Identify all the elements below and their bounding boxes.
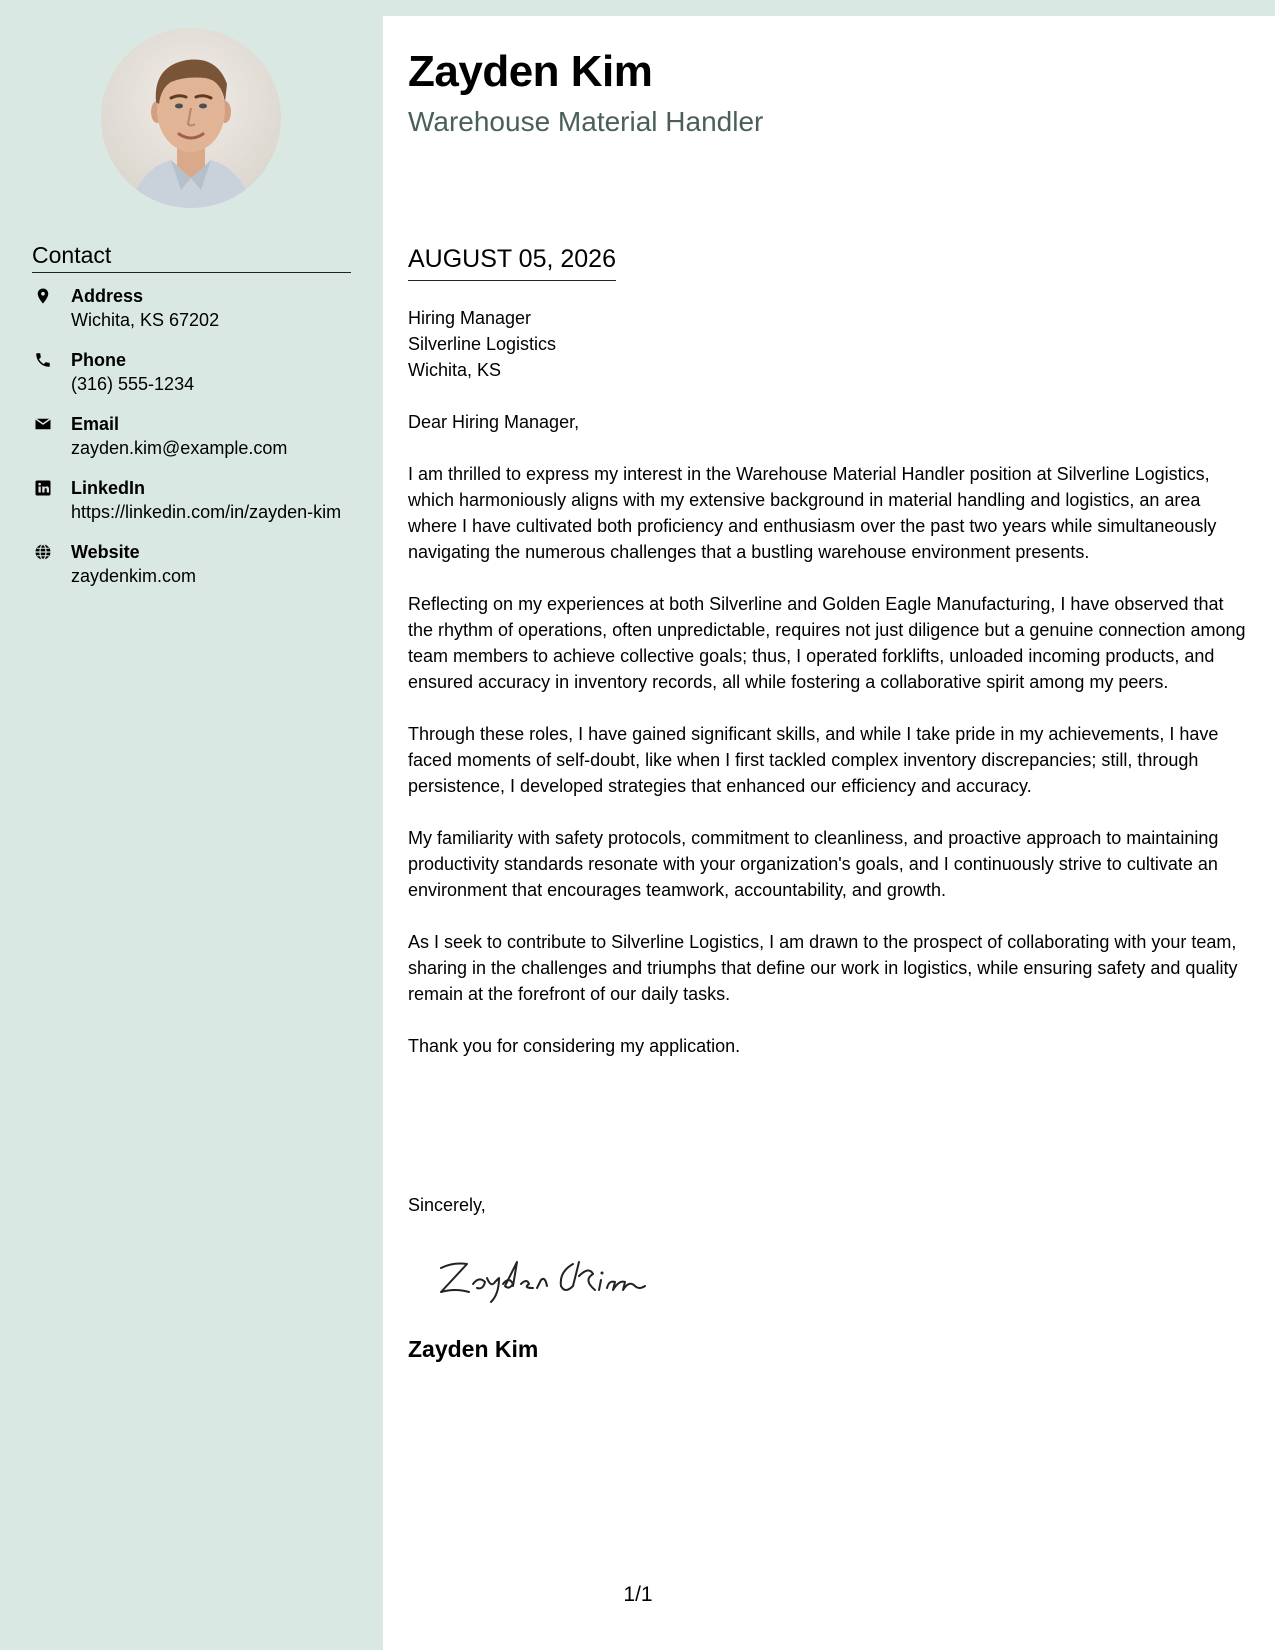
letter-paragraph: Through these roles, I have gained significant skills, and while I take pride in my achievements, I have faced moments of self-doubt, like when I first tackled complex inventory discrepancies; still, through persistence, I developed strategies that enhanced our efficiency and accuracy. bbox=[408, 724, 1219, 796]
location-pin-icon bbox=[34, 287, 52, 305]
contact-value: Wichita, KS 67202 bbox=[71, 310, 220, 330]
contact-label: Phone bbox=[71, 350, 127, 370]
contact-value: (316) 555-1234 bbox=[71, 374, 195, 394]
linkedin-icon bbox=[34, 479, 52, 497]
letter-paragraph: Reflecting on my experiences at both Silverline and Golden Eagle Manufacturing, I have observed that the rhythm of operations, often unpredictable, requires not just diligence but a genuine connection among team members to achieve collective goals; thus, I operated forklifts, unloaded incoming products, and ensured accuracy in inventory records, all while fostering a collaborative spirit among my peers. bbox=[408, 594, 1246, 692]
letter-paragraph: Thank you for considering my application. bbox=[408, 1036, 741, 1056]
phone-icon bbox=[34, 351, 52, 369]
contact-label: Website bbox=[71, 542, 140, 562]
envelope-icon bbox=[34, 415, 52, 433]
contact-value[interactable]: https://linkedin.com/in/zayden-kim bbox=[71, 502, 342, 522]
letter-paragraph: My familiarity with safety protocols, commitment to cleanliness, and proactive approach to maintaining productivity standards resonate with your organization's goals, and I continuously strive to cultivate an environment that encourages teamwork, accountability, and growth. bbox=[408, 828, 1219, 900]
contact-item-email bbox=[32, 412, 352, 460]
recipient-line: Wichita, KS bbox=[408, 360, 502, 380]
signer-name: Zayden Kim bbox=[408, 1336, 539, 1362]
contact-section-title: Contact bbox=[32, 240, 351, 273]
sidebar bbox=[0, 0, 383, 1650]
contact-value[interactable]: zayden.kim@example.com bbox=[71, 438, 288, 458]
letter-paragraph: As I seek to contribute to Silverline Logistics, I am drawn to the prospect of collaborating with your team, sharing in the challenges and triumphs that define our work in logistics, while ensuring safety and quality remain at the forefront of our daily tasks. bbox=[408, 932, 1238, 1004]
contact-list bbox=[32, 284, 352, 604]
contact-label: LinkedIn bbox=[71, 478, 146, 498]
contact-label: Address bbox=[71, 286, 144, 306]
letter-main bbox=[383, 16, 1275, 1650]
avatar-photo bbox=[101, 28, 281, 208]
letter-date: AUGUST 05, 2026 bbox=[408, 242, 616, 281]
letter-body bbox=[408, 305, 1250, 1085]
avatar bbox=[101, 28, 281, 208]
applicant-name: Zayden Kim bbox=[408, 47, 653, 96]
recipient-line: Hiring Manager bbox=[408, 308, 532, 328]
signature-image bbox=[433, 1246, 663, 1306]
recipient-line: Silverline Logistics bbox=[408, 334, 557, 354]
letter-paragraph: I am thrilled to express my interest in the Warehouse Material Handler position at Silverline Logistics, which harmoniously aligns with my extensive background in material handling and logistics, an area where I have cultivated both proficiency and enthusiasm over the past two years while simultaneously navigating the numerous challenges that a bustling warehouse environment presents. bbox=[408, 464, 1217, 562]
contact-item-address bbox=[32, 284, 352, 332]
globe-icon bbox=[34, 543, 52, 561]
contact-value[interactable]: zaydenkim.com bbox=[71, 566, 197, 586]
closing: Sincerely, bbox=[408, 1195, 486, 1215]
contact-item-website bbox=[32, 540, 352, 588]
applicant-job-title: Warehouse Material Handler bbox=[408, 106, 764, 137]
contact-item-linkedin bbox=[32, 476, 352, 524]
contact-item-phone bbox=[32, 348, 352, 396]
recipient-block bbox=[408, 305, 1250, 383]
page-number: 1/1 bbox=[623, 1583, 653, 1606]
contact-label: Email bbox=[71, 414, 120, 434]
salutation: Dear Hiring Manager, bbox=[408, 412, 580, 432]
